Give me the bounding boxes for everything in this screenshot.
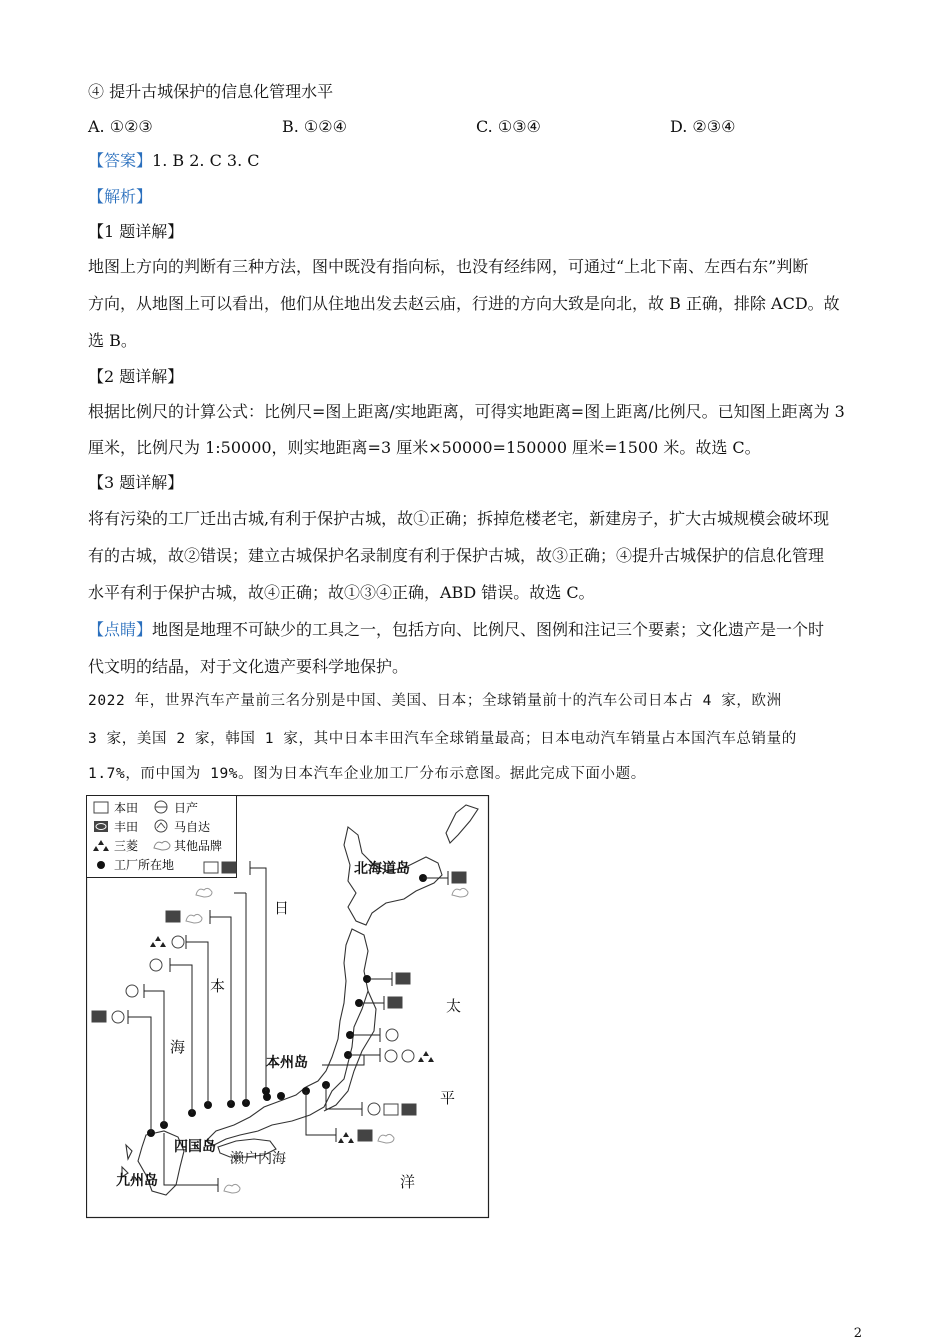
toyota-icon	[358, 1130, 372, 1141]
label-hokkaido: 北海道岛	[354, 861, 410, 877]
japan-factory-map	[86, 795, 490, 1219]
dianjing-line-1: 地图是地理不可缺少的工具之一，包括方向、比例尺、图例和注记三个要素；文化遗产是一个时	[152, 620, 825, 639]
option-c: C. ①③④	[476, 117, 541, 136]
option-a: A. ①②③	[88, 117, 153, 136]
label-ocean-1: 太	[446, 997, 462, 1015]
q1-title: 【1 题详解】	[88, 222, 184, 241]
dianjing-row	[88, 620, 824, 640]
legend-other: 其他品牌	[174, 839, 223, 853]
q3-line-2: 有的古城，故②错误；建立古城保护名录制度有利于保护古城，故③正确；④提升古城保护的信息化管理	[88, 546, 825, 565]
toyota-icon	[92, 1011, 106, 1022]
answer-text: 1. B 2. C 3. C	[152, 151, 260, 170]
dianjing-line-2: 代文明的结晶，对于文化遗产要科学地保护。	[88, 657, 409, 676]
q1-line-3: 选 B。	[88, 331, 137, 350]
legend-factory: 工厂所在地	[114, 858, 175, 872]
legend-mazda: 马自达	[174, 820, 211, 834]
passage-line-1: 2022 年，世界汽车产量前三名分别是中国、美国、日本；全球销量前十的汽车公司日本占 4 家，欧洲	[88, 693, 782, 709]
q1-line-1: 地图上方向的判断有三种方法，图中既没有指向标，也没有经纬网，可通过“上北下南、左西右东”判断	[88, 257, 809, 276]
label-honshu: 本州岛	[266, 1055, 308, 1071]
page-number: 2	[853, 1326, 862, 1341]
answer-row	[88, 151, 259, 171]
dianjing-label: 【点睛】	[88, 620, 153, 639]
analysis-label: 【解析】	[88, 187, 153, 206]
answer-label: 【答案】	[88, 151, 153, 170]
label-sea-2: 本	[210, 977, 226, 995]
label-kyushu: 九州岛	[116, 1173, 158, 1189]
q3-line-3: 水平有利于保护古城，故④正确；故①③④正确，ABD 错误。故选 C。	[88, 583, 595, 602]
label-ocean-3: 洋	[400, 1173, 416, 1191]
factory-tokai	[277, 1092, 285, 1100]
passage-line-3: 1.7%，而中国为 19%。图为日本汽车企业加工厂分布示意图。据此完成下面小题。	[88, 766, 646, 782]
option-b: B. ①②④	[282, 117, 347, 136]
toyota-icon	[222, 862, 236, 873]
toyota-icon	[452, 872, 466, 883]
toyota-icon	[402, 1104, 416, 1115]
legend-nissan: 日产	[174, 801, 199, 815]
label-shikoku: 四国岛	[174, 1139, 216, 1155]
legend-toyota: 丰田	[114, 820, 139, 834]
toyota-icon	[396, 973, 410, 984]
q2-line-2: 厘米，比例尺为 1:50000，则实地距离=3 厘米×50000=150000 厘米=1500 米。故选 C。	[88, 438, 761, 457]
passage-line-2: 3 家，美国 2 家，韩国 1 家，其中日本丰田汽车全球销量最高；日本电动汽车销量占本国汽车总销量的	[88, 731, 797, 747]
legend-honda: 本田	[114, 801, 139, 815]
legend-mitsubishi: 三菱	[114, 839, 139, 853]
label-ocean-2: 平	[440, 1089, 456, 1107]
q3-line-1: 将有污染的工厂迁出古城,有利于保护古城，故①正确；拆掉危楼老宅，新建房子，扩大古城规模会破坏现	[88, 509, 830, 528]
label-sea-1: 日	[274, 899, 290, 917]
label-seto: 濑户内海	[230, 1151, 286, 1167]
q2-title: 【2 题详解】	[88, 367, 184, 386]
factory-dot-icon	[97, 861, 105, 869]
label-sea-3: 海	[170, 1038, 186, 1056]
q3-item-4: ④ 提升古城保护的信息化管理水平	[88, 82, 334, 101]
toyota-icon	[166, 911, 180, 922]
q2-line-1: 根据比例尺的计算公式：比例尺=图上距离/实地距离，可得实地距离=图上距离/比例尺。已知图上距离为 3	[88, 402, 845, 421]
option-d: D. ②③④	[670, 117, 736, 136]
q1-line-2: 方向，从地图上可以看出，他们从住地出发去赵云庙，行进的方向大致是向北，故 B 正确，排除 ACD。故	[88, 294, 840, 313]
toyota-icon	[388, 997, 402, 1008]
q3-title: 【3 题详解】	[88, 473, 184, 492]
